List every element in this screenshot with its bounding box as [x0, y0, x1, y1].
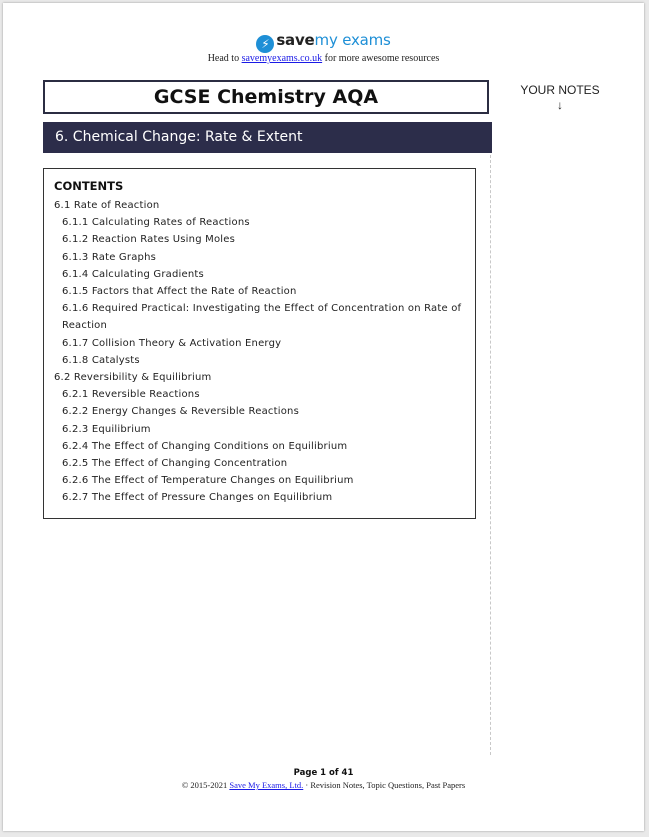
toc-subsection-link[interactable]: 6.1.6 Required Practical: Investigating the Effect of Concentration on Rate of Reaction — [62, 303, 462, 332]
toc-subsection-link[interactable]: 6.2.7 The Effect of Pressure Changes on Equilibrium — [62, 492, 333, 504]
lightning-bolt-icon: ⚡ — [256, 35, 274, 53]
toc-subsection-link[interactable]: 6.2.2 Energy Changes & Reversible Reactions — [62, 406, 299, 418]
copyright-suffix: · Revision Notes, Topic Questions, Past Papers — [305, 780, 466, 790]
toc-section-link[interactable]: 6.2 Reversibility & Equilibrium — [54, 372, 212, 384]
toc-subsection-link[interactable]: 6.1.2 Reaction Rates Using Moles — [62, 234, 236, 246]
toc-subsection-link[interactable]: 6.2.6 The Effect of Temperature Changes on Equilibrium — [62, 475, 354, 487]
contents-list — [54, 197, 465, 507]
toc-subsection-link[interactable]: 6.1.4 Calculating Gradients — [62, 268, 204, 280]
toc-subsection-link[interactable]: 6.1.7 Collision Theory & Activation Energy — [62, 337, 282, 349]
copyright-line — [3, 780, 644, 790]
notes-divider — [490, 155, 491, 755]
topic-title-bar: 6. Chemical Change: Rate & Extent — [43, 122, 492, 153]
toc-subsection-link[interactable]: 6.1.5 Factors that Affect the Rate of Reaction — [62, 286, 297, 298]
toc-subsection-link[interactable]: 6.2.4 The Effect of Changing Conditions on Equilibrium — [62, 440, 348, 452]
logo-save-text: save — [276, 31, 315, 49]
toc-subsection-link[interactable]: 6.1.8 Catalysts — [62, 354, 140, 366]
copyright-prefix: © 2015-2021 — [181, 780, 228, 790]
page-number: Page 1 of 41 — [293, 768, 354, 778]
logo-myexams-text: my exams — [314, 31, 391, 49]
contents-heading: CONTENTS — [54, 179, 124, 193]
arrow-down-icon: ↓ — [557, 98, 563, 112]
toc-subsection-link[interactable]: 6.2.1 Reversible Reactions — [62, 389, 200, 401]
toc-subsection-link[interactable]: 6.2.3 Equilibrium — [62, 423, 151, 435]
website-link[interactable]: savemyexams.co.uk — [241, 53, 323, 64]
toc-subsection-link[interactable]: 6.2.5 The Effect of Changing Concentration — [62, 458, 288, 470]
toc-subsection-link[interactable]: 6.1.1 Calculating Rates of Reactions — [62, 217, 250, 229]
toc-subsection-link[interactable]: 6.1.3 Rate Graphs — [62, 251, 157, 263]
copyright-link[interactable]: Save My Exams, Ltd. — [229, 780, 304, 790]
toc-section-link[interactable]: 6.1 Rate of Reaction — [54, 200, 160, 211]
head-to-line — [3, 53, 644, 64]
your-notes-text: YOUR NOTES — [520, 83, 600, 97]
your-notes-label — [517, 83, 603, 112]
head-to-suffix: for more awesome resources — [324, 53, 440, 64]
contents-box — [43, 168, 476, 519]
head-to-prefix: Head to — [207, 53, 240, 64]
save-my-exams-logo[interactable] — [3, 31, 644, 53]
pdf-page — [3, 3, 644, 831]
document-title: GCSE Chemistry AQA — [43, 80, 489, 114]
